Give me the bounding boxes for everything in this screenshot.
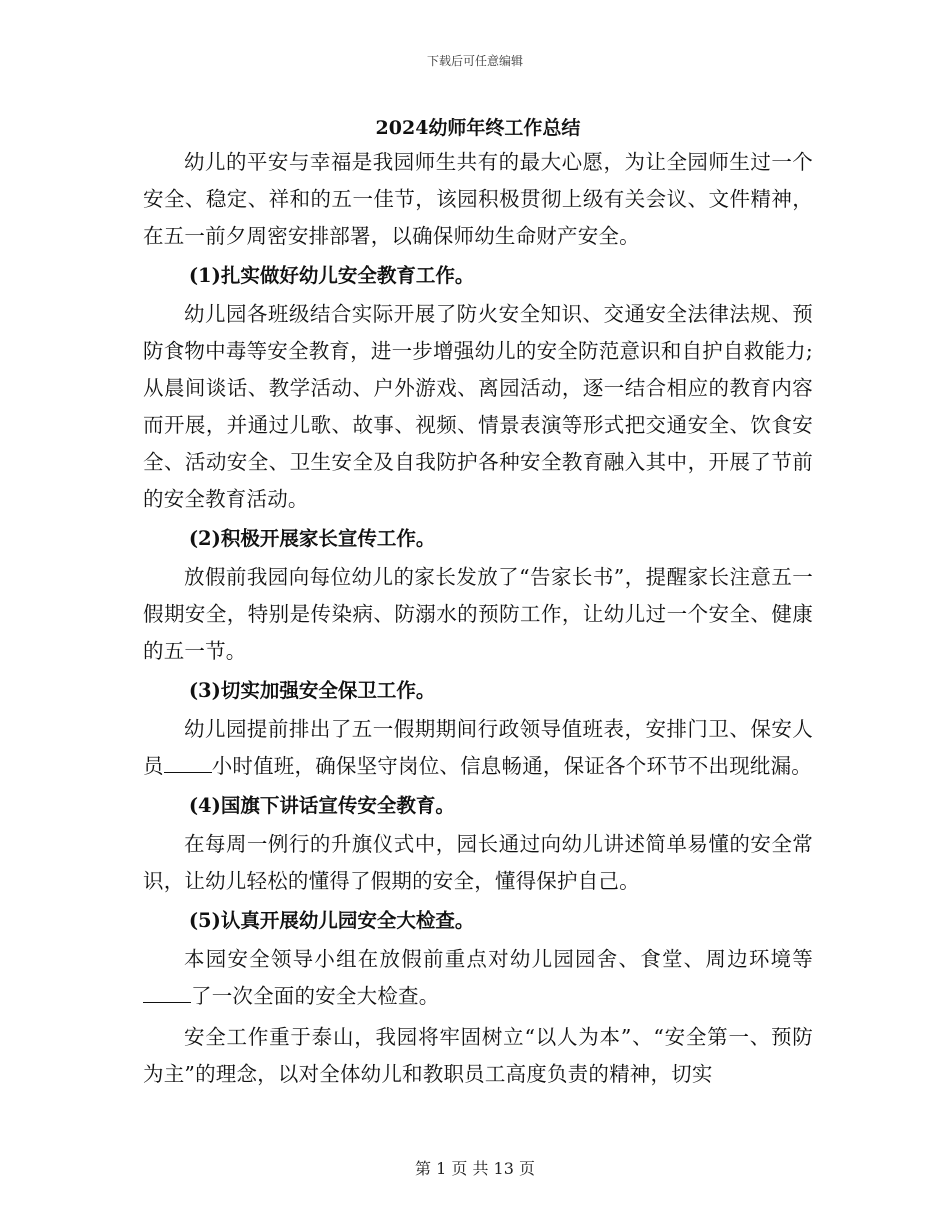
fill-in-blank — [143, 984, 191, 1003]
section-4-heading: (4)国旗下讲话宣传安全教育。 — [188, 794, 455, 817]
section-3-body-part-1: 幼儿园提前排出了五一假期期间行政领导值班表，安排门卫、保安人员 — [143, 717, 813, 778]
document-title: 2024幼师年终工作总结 — [375, 117, 581, 139]
section-3-body — [143, 711, 813, 785]
section-1-body: 幼儿园各班级结合实际开展了防火安全知识、交通安全法律法规、预防食物中毒等安全教育，进一步增强幼儿的安全防范意识和自护自救能力;从晨间谈话、教学活动、户外游戏、离园活动，逐一结合相应的教育内容而开展，并通过儿歌、故事、视频、情景表演等形式把交通安全、饮食安全、活动安全、卫生安全及自我防护各种安全教育融入其中，开展了节前的安全教育活动。 — [143, 302, 813, 511]
document-body — [143, 112, 813, 1093]
section-5-heading: (5)认真开展幼儿园安全大检查。 — [188, 909, 475, 932]
section-3-body-part-2: 小时值班，确保坚守岗位、信息畅通，保证各个环节不出现纰漏。 — [211, 754, 813, 778]
section-3-heading: (3)切实加强安全保卫工作。 — [188, 679, 436, 702]
section-5-body-part-2: 了一次全面的安全大检查。 — [191, 984, 440, 1008]
section-1-heading: (1)扎实做好幼儿安全教育工作。 — [188, 264, 475, 287]
header-note: 下载后可任意编辑 — [426, 54, 523, 68]
closing-paragraph: 安全工作重于泰山，我园将牢固树立“以人为本”、“安全第一、预防为主”的理念，以对全体幼儿和教职员工高度负责的精神，切实 — [143, 1025, 813, 1086]
page-footer: 第 1 页 共 13 页 — [415, 1159, 535, 1178]
section-4-body: 在每周一例行的升旗仪式中，园长通过向幼儿讲述简单易懂的安全常识，让幼儿轻松的懂得了假期的安全，懂得保护自己。 — [143, 832, 813, 893]
section-5-body — [143, 941, 813, 1015]
section-2-body: 放假前我园向每位幼儿的家长发放了“告家长书”，提醒家长注意五一假期安全，特别是传染病、防溺水的预防工作，让幼儿过一个安全、健康的五一节。 — [143, 565, 813, 663]
section-2-heading: (2)积极开展家长宣传工作。 — [188, 527, 436, 550]
fill-in-blank — [164, 754, 212, 773]
section-5-body-part-1: 本园安全领导小组在放假前重点对幼儿园园舍、食堂、周边环境等 — [184, 947, 813, 971]
intro-paragraph: 幼儿的平安与幸福是我园师生共有的最大心愿，为让全园师生过一个安全、稳定、祥和的五一佳节，该园积极贯彻上级有关会议、文件精神，在五一前夕周密安排部署，以确保师幼生命财产安全。 — [143, 150, 813, 248]
